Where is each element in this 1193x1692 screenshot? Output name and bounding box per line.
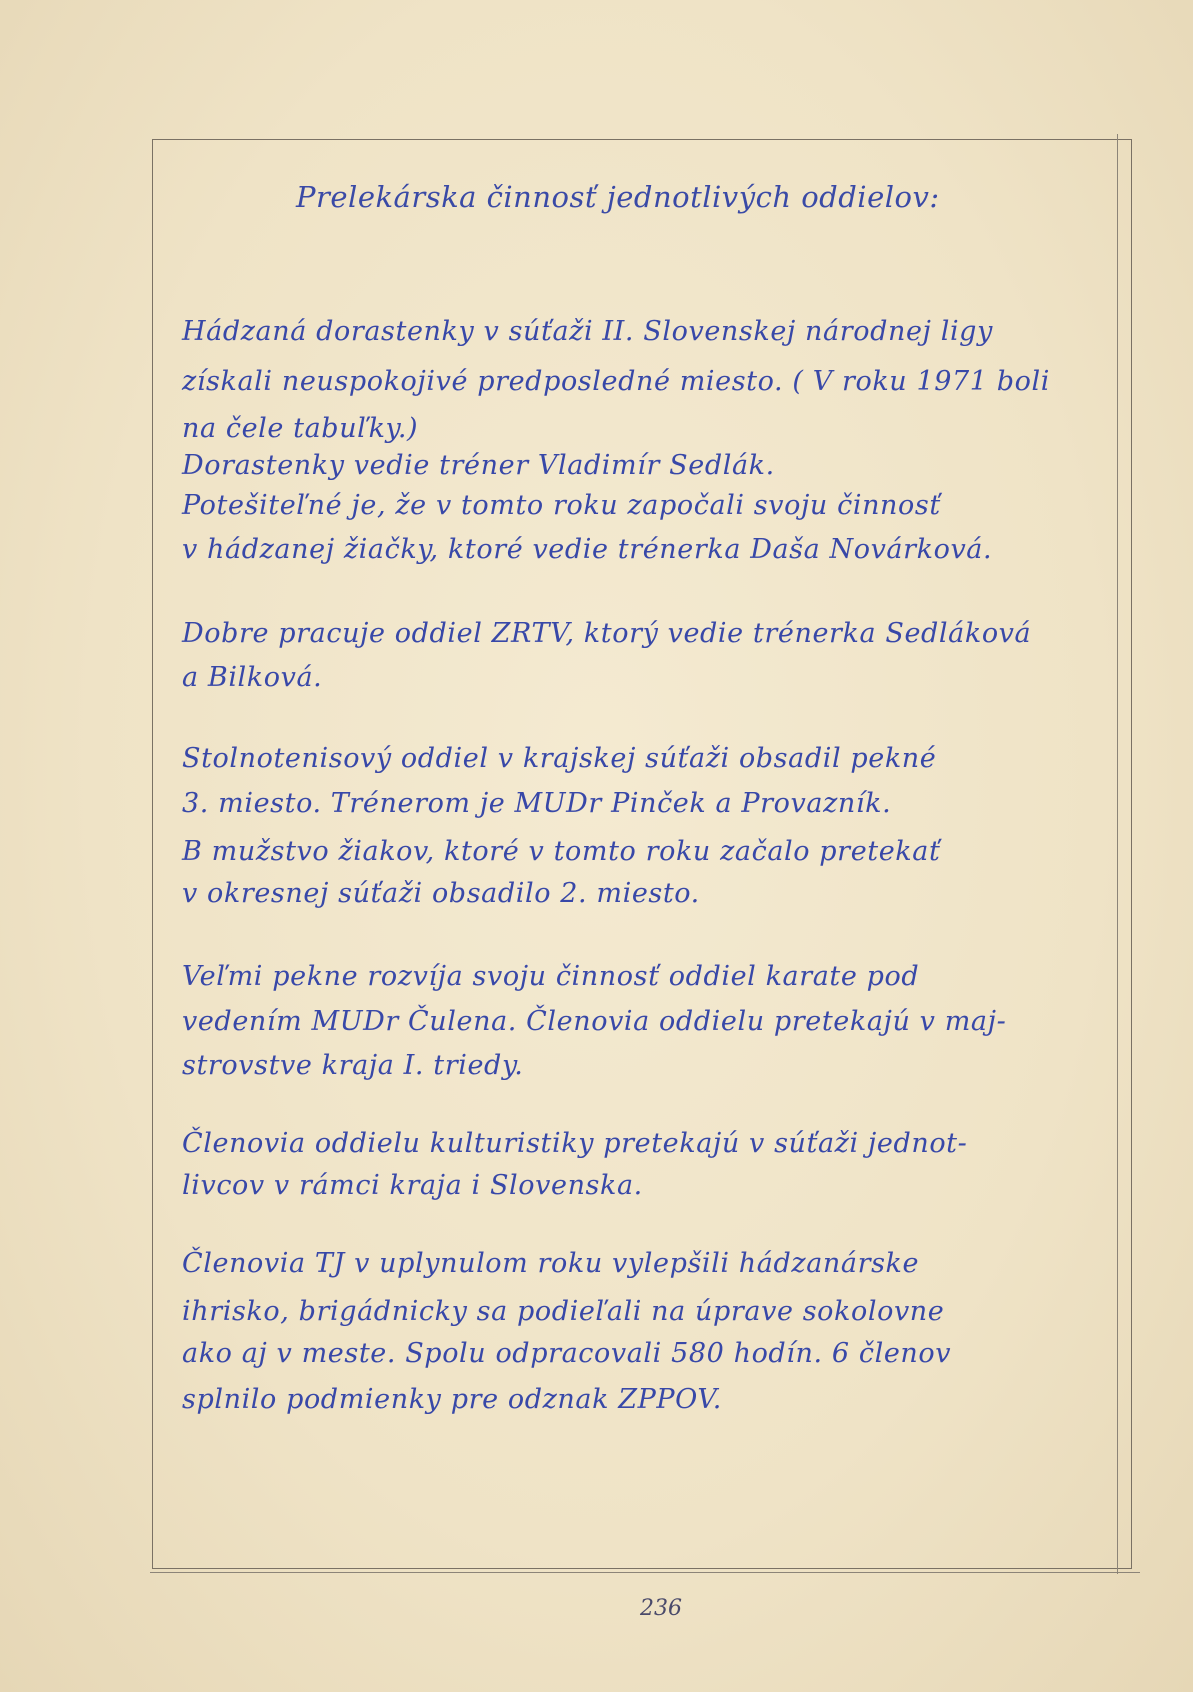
text-line: Dobre pracuje oddiel ZRTV, ktorý vedie trénerka Sedláková — [182, 618, 1032, 649]
text-line: Veľmi pekne rozvíja svoju činnosť oddiel karate pod — [182, 961, 920, 992]
text-line: B mužstvo žiakov, ktoré v tomto roku začalo pretekať — [182, 836, 941, 867]
text-line: v okresnej súťaži obsadilo 2. miesto. — [182, 878, 700, 909]
page-number: 236 — [640, 1596, 682, 1621]
text-line: splnilo podmienky pre odznak ZPPOV. — [182, 1384, 722, 1415]
text-line: livcov v rámci kraja i Slovenska. — [182, 1170, 643, 1201]
frame-margin-line-right — [1117, 134, 1118, 1574]
text-line: ako aj v meste. Spolu odpracovali 580 hodín. 6 členov — [182, 1338, 952, 1369]
frame-margin-line-bottom — [150, 1572, 1140, 1573]
text-line: získali neuspokojivé predposledné miesto. ( V roku 1971 boli — [182, 366, 1050, 397]
text-line: vedením MUDr Čulena. Členovia oddielu pretekajú v maj- — [182, 1006, 1007, 1037]
text-line: strovstve kraja I. triedy. — [182, 1050, 524, 1081]
text-line: Hádzaná dorastenky v súťaži II. Slovenskej národnej ligy — [182, 316, 993, 347]
text-line: na čele tabuľky.) — [182, 413, 419, 444]
text-line: Dorastenky vedie tréner Vladimír Sedlák. — [182, 450, 775, 481]
text-line: v hádzanej žiačky, ktoré vedie trénerka Daša Novárková. — [182, 534, 993, 565]
text-line: Potešiteľné je, že v tomto roku započali svoju činnosť — [182, 490, 941, 521]
text-line: Členovia TJ v uplynulom roku vylepšili hádzanárske — [182, 1248, 920, 1279]
text-line: ihrisko, brigádnicky sa podieľali na úprave sokolovne — [182, 1296, 945, 1327]
text-line: a Bilková. — [182, 662, 323, 693]
text-line: Členovia oddielu kulturistiky pretekajú v súťaži jednot- — [182, 1128, 968, 1159]
page-heading: Prelekárska činnosť jednotlivých oddielov: — [296, 180, 940, 214]
text-line: 3. miesto. Trénerom je MUDr Pinček a Provazník. — [182, 788, 892, 819]
text-line: Stolnotenisový oddiel v krajskej súťaži obsadil pekné — [182, 743, 937, 774]
